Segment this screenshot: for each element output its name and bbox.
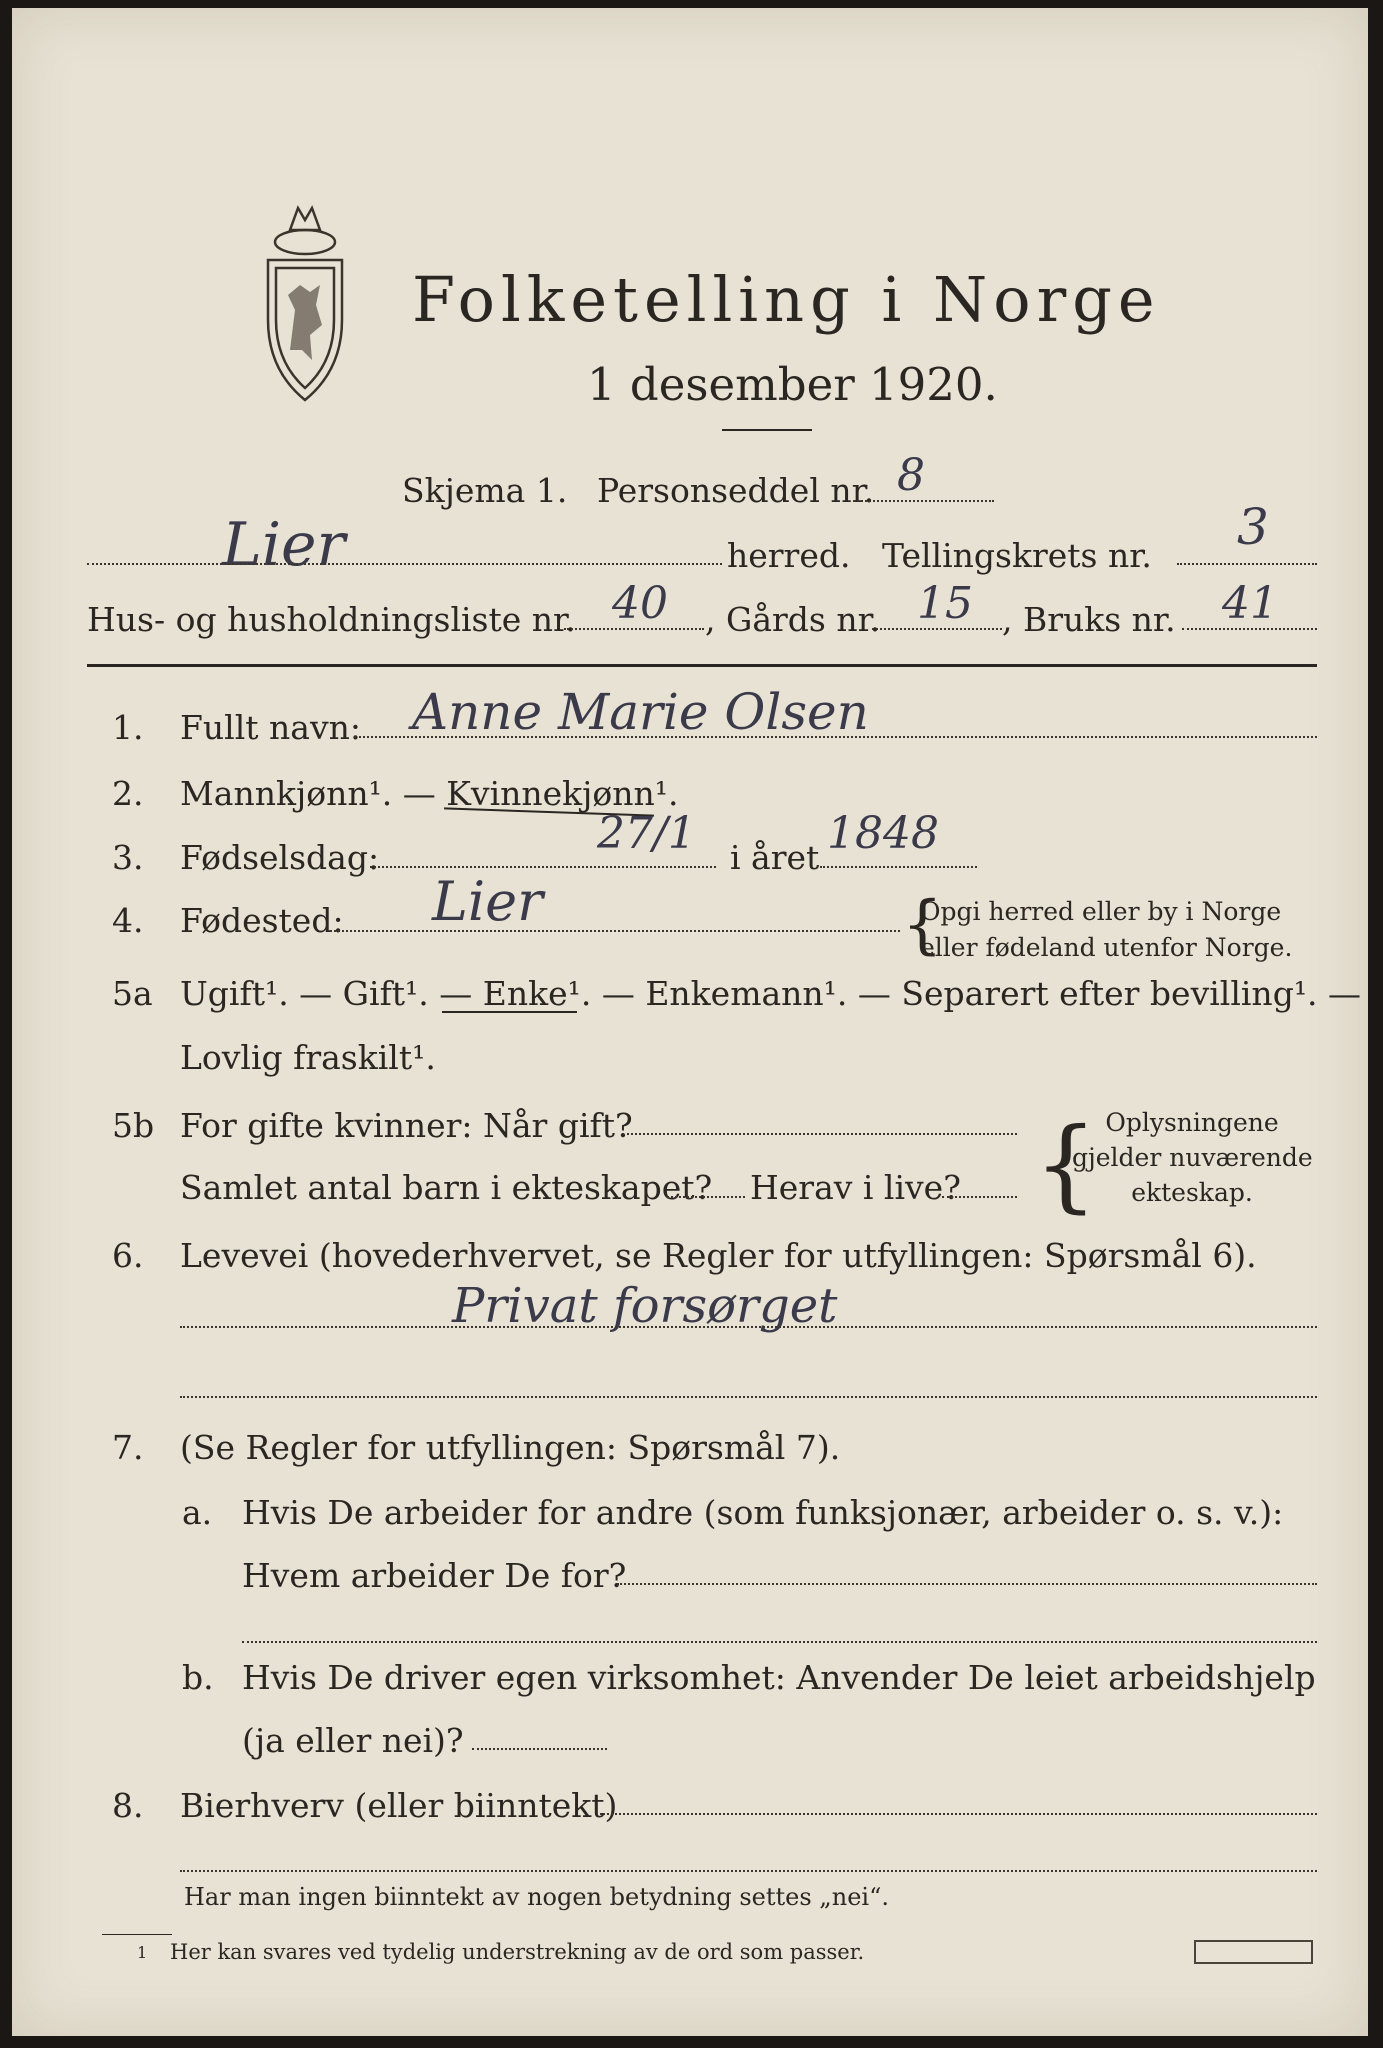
census-form-sheet bbox=[12, 8, 1368, 2036]
q7-number: 7. bbox=[112, 1428, 144, 1467]
q5a-number: 5a bbox=[112, 974, 153, 1013]
birth-year-value[interactable]: 1848 bbox=[827, 808, 939, 859]
marital-options: Ugift¹. — Gift¹. — Enke¹. — Enkemann¹. — Separert efter bevilling¹. — bbox=[180, 974, 1362, 1013]
q5b-note-3: ekteskap. bbox=[1131, 1178, 1253, 1207]
header-divider bbox=[87, 664, 1317, 667]
occupation-value[interactable]: Privat forsørget bbox=[452, 1278, 838, 1334]
herred-label: herred. bbox=[727, 536, 851, 575]
full-name-value[interactable]: Anne Marie Olsen bbox=[412, 683, 869, 741]
q4-label: Fødested: bbox=[180, 901, 344, 940]
occupation-line-1 bbox=[180, 1326, 1317, 1328]
herred-line bbox=[87, 563, 722, 565]
occupation-line-2 bbox=[180, 1396, 1317, 1398]
q6-label: Levevei (hovederhvervet, se Regler for utfyllingen: Spørsmål 6). bbox=[180, 1236, 1257, 1275]
q7b-label-2: (ja eller nei)? bbox=[242, 1721, 464, 1760]
birthplace-value[interactable]: Lier bbox=[432, 870, 543, 933]
personseddel-value[interactable]: 8 bbox=[897, 450, 925, 501]
census-date: 1 desember 1920. bbox=[587, 358, 998, 411]
q5b-label-2: Samlet antal barn i ekteskapet? bbox=[180, 1168, 713, 1207]
children-line bbox=[667, 1196, 745, 1198]
q5b-label-3: Herav i live? bbox=[750, 1168, 961, 1207]
husliste-value[interactable]: 40 bbox=[612, 578, 668, 629]
schema-label: Skjema 1. bbox=[402, 471, 568, 510]
birth-day-value[interactable]: 27/1 bbox=[597, 808, 696, 859]
tellingskrets-value[interactable]: 3 bbox=[1237, 498, 1269, 556]
q1-label: Fullt navn: bbox=[180, 708, 361, 747]
q7-label: (Se Regler for utfyllingen: Spørsmål 7). bbox=[180, 1428, 841, 1467]
q7b-letter: b. bbox=[182, 1658, 214, 1697]
employer-line-1 bbox=[617, 1583, 1317, 1585]
hired-help-line bbox=[472, 1748, 607, 1750]
bruks-label: , Bruks nr. bbox=[1002, 600, 1176, 639]
tellingskrets-line bbox=[1177, 563, 1317, 565]
q5b-note-1: Oplysningene bbox=[1105, 1108, 1279, 1137]
side-income-line-1 bbox=[600, 1813, 1317, 1815]
q4-number: 4. bbox=[112, 901, 144, 940]
q4-brace: { bbox=[902, 888, 943, 962]
q4-note-2: eller fødeland utenfor Norge. bbox=[920, 933, 1293, 962]
q7a-label-2: Hvem arbeider De for? bbox=[242, 1556, 627, 1595]
title-divider bbox=[722, 429, 812, 431]
form-title: Folketelling i Norge bbox=[412, 263, 1161, 336]
footnote-mark: 1 bbox=[137, 1943, 148, 1962]
q5b-brace: { bbox=[1034, 1106, 1098, 1223]
married-when-line bbox=[627, 1133, 1017, 1135]
q8-label: Bierhverv (eller biinntekt) bbox=[180, 1786, 618, 1825]
q5b-note-2: gjelder nuværende bbox=[1072, 1143, 1313, 1172]
marital-options-2: Lovlig fraskilt¹. bbox=[180, 1038, 436, 1077]
q6-number: 6. bbox=[112, 1236, 144, 1275]
q7a-label: Hvis De arbeider for andre (som funksjonær, arbeider o. s. v.): bbox=[242, 1493, 1284, 1532]
q5b-number: 5b bbox=[112, 1106, 155, 1145]
q5b-label: For gifte kvinner: Når gift? bbox=[180, 1106, 633, 1145]
footnote: Her kan svares ved tydelig understrekning av de ord som passer. bbox=[170, 1940, 865, 1964]
q7b-label: Hvis De driver egen virksomhet: Anvender De leiet arbeidshjelp bbox=[242, 1658, 1316, 1697]
side-income-line-2 bbox=[180, 1870, 1317, 1872]
birth-year-line bbox=[820, 866, 977, 868]
gender-options: Mannkjønn¹. — Kvinnekjønn¹. bbox=[180, 774, 679, 813]
tellingskrets-label: Tellingskrets nr. bbox=[882, 536, 1152, 575]
q1-number: 1. bbox=[112, 708, 144, 747]
year-label: i året bbox=[730, 838, 820, 877]
alive-line bbox=[942, 1196, 1017, 1198]
birthplace-line bbox=[330, 930, 900, 932]
q3-label: Fødselsdag: bbox=[180, 838, 380, 877]
gards-value[interactable]: 15 bbox=[917, 578, 973, 629]
coat-of-arms-icon bbox=[250, 200, 360, 410]
personseddel-label: Personseddel nr. bbox=[597, 471, 875, 510]
bruks-value[interactable]: 41 bbox=[1222, 578, 1278, 629]
footer-note: Har man ingen biinntekt av nogen betydning settes „nei“. bbox=[184, 1883, 889, 1911]
q4-note-1: Opgi herred eller by i Norge bbox=[920, 897, 1282, 926]
herred-value[interactable]: Lier bbox=[222, 510, 346, 580]
husliste-label: Hus- og husholdningsliste nr. bbox=[87, 600, 576, 639]
gards-label: , Gårds nr. bbox=[705, 600, 881, 639]
q2-number: 2. bbox=[112, 774, 144, 813]
footnote-divider bbox=[102, 1934, 172, 1935]
employer-line-2 bbox=[242, 1641, 1317, 1643]
printer-stamp bbox=[1194, 1940, 1313, 1964]
q7a-letter: a. bbox=[182, 1493, 213, 1532]
birthdate-line bbox=[370, 866, 716, 868]
q3-number: 3. bbox=[112, 838, 144, 877]
marital-underline bbox=[442, 1011, 577, 1013]
q8-number: 8. bbox=[112, 1786, 144, 1825]
